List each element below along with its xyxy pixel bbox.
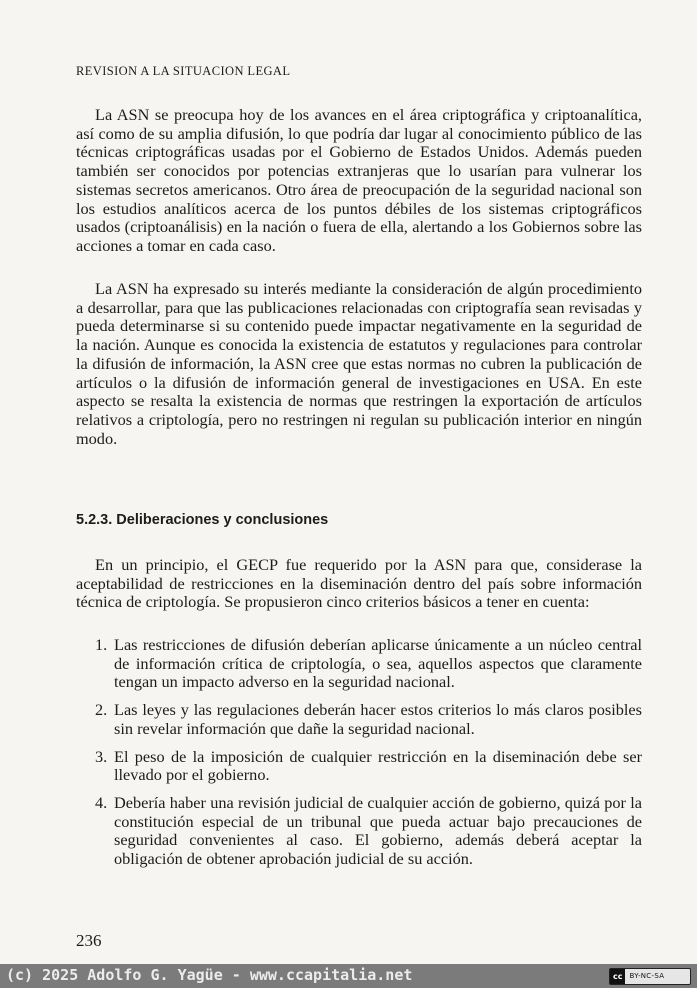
criteria-item [76, 748, 642, 785]
criteria-text: El peso de la imposición de cualquier restricción en la diseminación debe ser llevado por el gobierno. [114, 746, 642, 785]
criteria-item [76, 794, 642, 869]
criteria-text: Debería haber una revisión judicial de cualquier acción de gobierno, quizá por la constitución especial de un tribunal que pueda actuar bajo precauciones de seguridad convenientes al caso. El gobierno, además deberá aceptar la obligación de obtener aprobación judicial de su acción. [114, 792, 642, 869]
criteria-number: 4. [95, 792, 108, 812]
criteria-number: 1. [95, 635, 108, 654]
cc-icon: cc [610, 969, 625, 984]
running-head: REVISION A LA SITUACION LEGAL [76, 64, 291, 78]
copyright-text: (c) 2025 Adolfo G. Yagüe - www.ccapitalia.net [6, 966, 413, 984]
criteria-item [76, 636, 642, 692]
paragraph-asn-interest: La ASN ha expresado su interés mediante la consideración de algún procedimiento a desarrollar, para que las publicaciones relacionadas con criptografía sean revisadas y pueda determinarse si su contenido puede impactar negativamente en la seguridad de la nación. Aunque es conocida la existencia de estatutos y regulaciones para controlar la difusión de información, la ASN cree que estas normas no cubren la publicación de artículos o la difusión de información general de investigaciones en USA. En este aspecto se resalta la existencia de normas que restringen la exportación de artículos relativos a criptología, pero no restringen ni regulan su publicación interior en ningún modo. [76, 279, 642, 448]
license-terms: BY-NC-SA [629, 972, 665, 980]
paragraph-asn-concerns: La ASN se preocupa hoy de los avances en el área criptográfica y criptoanalítica, así como de su amplia difusión, lo que podría dar lugar al conocimiento público de las técnicas criptográficas usadas por el Gobierno de Estados Unidos. Además pueden también ser conocidos por potencias extranjeras que lo usarían para vulnerar los sistemas secretos americanos. Otro área de preocupación de la seguridad nacional son los estudios analíticos acerca de los puntos débiles de los sistemas criptográficos usados (criptoanálisis) en la nación o fuera de ella, alertando a los Gobiernos sobre las acciones a tomar en cada caso. [76, 105, 642, 255]
criteria-text: Las leyes y las regulaciones deberán hacer estos criterios lo más claros posibles sin revelar información que dañe la seguridad nacional. [114, 700, 642, 738]
copyright-footer [0, 964, 697, 988]
criteria-item [76, 701, 642, 738]
paragraph-gecp-criteria-intro: En un principio, el GECP fue requerido por la ASN para que, considerase la aceptabilidad de restricciones en la diseminación dentro del país sobre información técnica de criptología. Se propusieron cinco criterios básicos a tener en cuenta: [76, 555, 642, 612]
criteria-number: 3. [95, 746, 108, 766]
section-heading: 5.2.3. Deliberaciones y conclusiones [76, 512, 329, 528]
criteria-list [76, 636, 642, 878]
creative-commons-license-badge [609, 968, 691, 985]
criteria-text: Las restricciones de difusión deberían aplicarse únicamente a un núcleo central de información crítica de criptología, o sea, aquellos aspectos que claramente tengan un impacto adverso en la seguridad nacional. [114, 635, 642, 692]
page-number: 236 [76, 931, 102, 950]
criteria-number: 2. [95, 700, 108, 720]
